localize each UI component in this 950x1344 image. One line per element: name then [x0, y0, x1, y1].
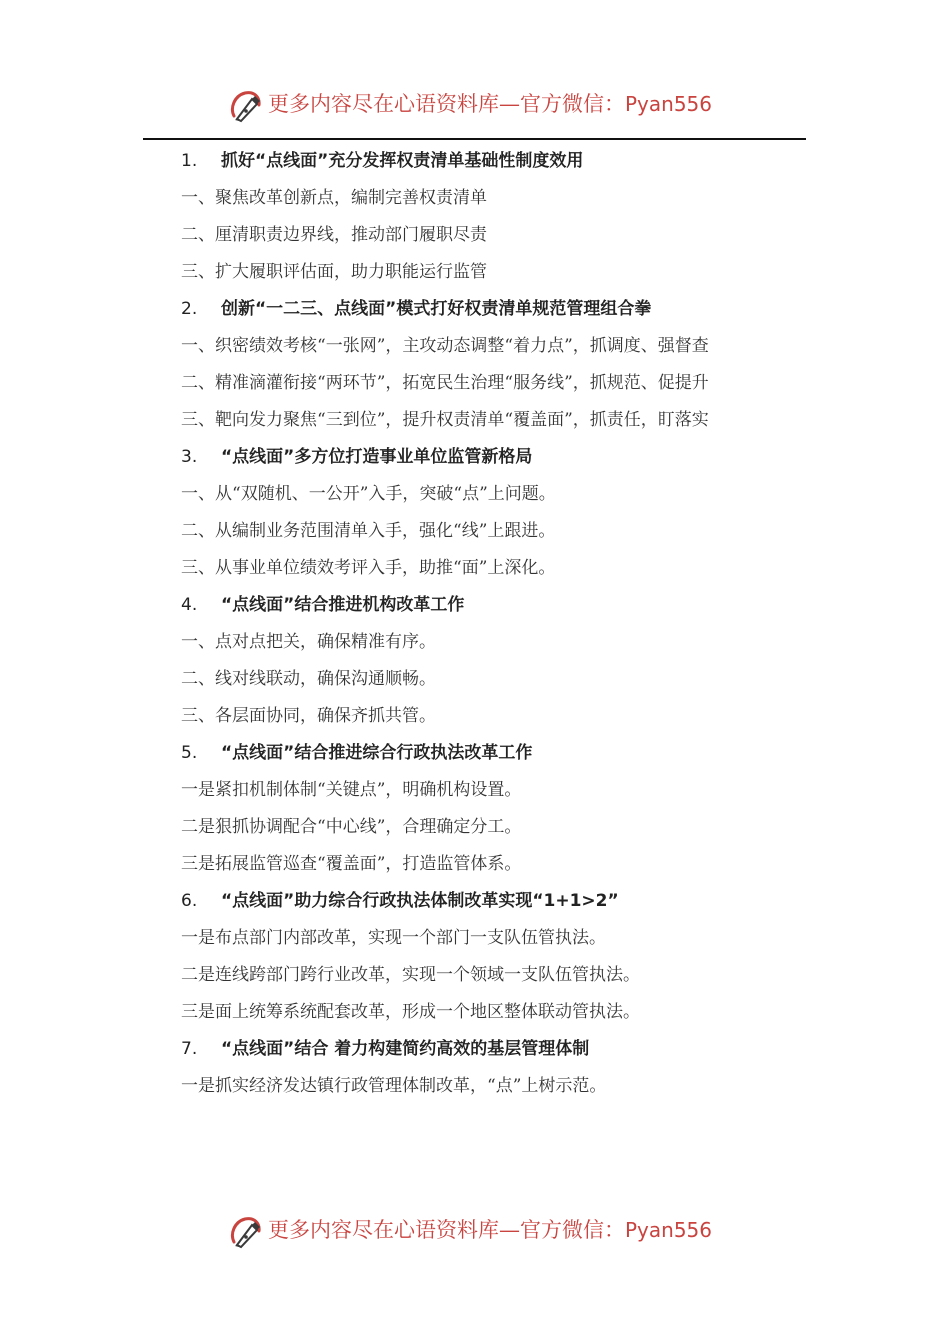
section-heading	[145, 735, 805, 772]
list-item: 三是拓展监管巡查“覆盖面”，打造监管体系。	[181, 854, 522, 874]
list-item: 二是狠抓协调配合“中心线”，合理确定分工。	[181, 817, 522, 837]
pen-nib-logo-icon	[226, 1212, 264, 1250]
list-item: 二、精准滴灌衔接“两环节”，拓宽民生治理“服务线”，抓规范、促提升	[181, 373, 709, 393]
list-item: 二是连线跨部门跨行业改革，实现一个领域一支队伍管执法。	[181, 965, 640, 985]
section-title: “点线面”多方位打造事业单位监管新格局	[221, 447, 533, 467]
list-item: 一、织密绩效考核“一张网”，主攻动态调整“着力点”，抓调度、强督查	[181, 336, 709, 356]
list-item: 三是面上统筹系统配套改革，形成一个地区整体联动管执法。	[181, 1002, 640, 1022]
list-item: 三、各层面协同，确保齐抓共管。	[181, 706, 436, 726]
section-title: “点线面”结合 着力构建简约高效的基层管理体制	[221, 1039, 590, 1059]
list-item: 二、从编制业务范围清单入手，强化“线”上跟进。	[181, 521, 556, 541]
section-heading	[145, 883, 805, 920]
section-title: 创新“一二三、点线面”模式打好权责清单规范管理组合拳	[221, 299, 652, 319]
list-item: 二、厘清职责边界线，推动部门履职尽责	[181, 225, 487, 245]
section-number: 4.	[181, 595, 198, 615]
section-heading	[145, 587, 805, 624]
footer-banner	[0, 1212, 950, 1252]
section-heading	[145, 143, 805, 180]
section-heading	[145, 291, 805, 328]
list-item: 三、从事业单位绩效考评入手，助推“面”上深化。	[181, 558, 556, 578]
banner-text	[268, 90, 712, 118]
list-item: 二、线对线联动，确保沟通顺畅。	[181, 669, 436, 689]
section-heading	[145, 1031, 805, 1068]
list-item: 一是紧扣机制体制“关键点”，明确机构设置。	[181, 780, 522, 800]
section-number: 6.	[181, 891, 198, 911]
list-item: 一是抓实经济发达镇行政管理体制改革，“点”上树示范。	[181, 1076, 607, 1096]
document-body	[145, 143, 805, 1105]
section-number: 3.	[181, 447, 198, 467]
wechat-id: Pyan556	[625, 92, 713, 116]
section-number: 1.	[181, 151, 198, 171]
pen-nib-logo-icon	[226, 86, 264, 124]
section-title: “点线面”结合推进机构改革工作	[221, 595, 465, 615]
section-number: 7.	[181, 1039, 198, 1059]
section-number: 2.	[181, 299, 198, 319]
section-title: “点线面”助力综合行政执法体制改革实现“1+1>2”	[221, 891, 619, 911]
banner-label: 更多内容尽在心语资料库—官方微信：	[268, 92, 625, 116]
banner-label: 更多内容尽在心语资料库—官方微信：	[268, 1218, 625, 1242]
section-number: 5.	[181, 743, 198, 763]
list-item: 一、聚焦改革创新点，编制完善权责清单	[181, 188, 487, 208]
header-banner	[0, 86, 950, 126]
section-heading	[145, 439, 805, 476]
list-item: 一、点对点把关，确保精准有序。	[181, 632, 436, 652]
section-title: 抓好“点线面”充分发挥权责清单基础性制度效用	[221, 151, 584, 171]
list-item: 一是布点部门内部改革，实现一个部门一支队伍管执法。	[181, 928, 606, 948]
wechat-id: Pyan556	[625, 1218, 713, 1242]
banner-text	[268, 1216, 712, 1244]
header-divider	[143, 138, 806, 140]
section-title: “点线面”结合推进综合行政执法改革工作	[221, 743, 533, 763]
list-item: 一、从“双随机、一公开”入手，突破“点”上问题。	[181, 484, 556, 504]
list-item: 三、扩大履职评估面，助力职能运行监管	[181, 262, 487, 282]
list-item: 三、靶向发力聚焦“三到位”，提升权责清单“覆盖面”，抓责任，盯落实	[181, 410, 709, 430]
